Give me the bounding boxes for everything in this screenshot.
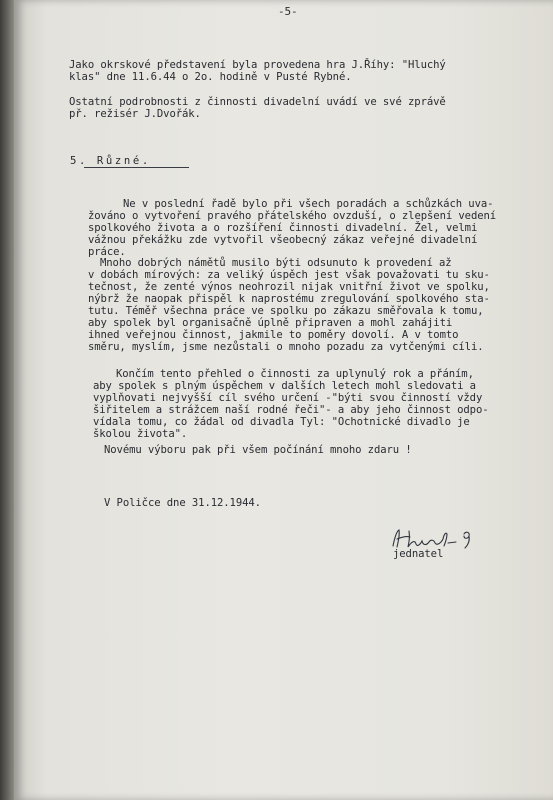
text-line: směru, myslím, jsme nezůstali o mnoho pozadu za vytčenými cíli. [88, 341, 484, 353]
page-number: -5- [278, 5, 298, 18]
signer-title: jednatel [393, 548, 444, 560]
section-heading: 5. Různé. [70, 155, 151, 167]
handwritten-signature [390, 528, 482, 550]
text-line: aby spolek s plným úspěchem v dalších letech mohl sledovati a [93, 380, 476, 392]
text-line: Ne v poslední řadě bylo při všech poradách a schůzkách uva- [123, 198, 494, 210]
place-and-date: V Poličce dne 31.12.1944. [104, 497, 261, 509]
text-line: tutu. Téměř všechna práce ve spolku po zákazu směřovala k tomu, [88, 305, 484, 317]
text-line: tečnost, že zenté výnos neohrozil nijak vnitřní život ve spolku, [88, 281, 490, 293]
text-line: Ostatní podrobnosti z činnosti divadelní uvádí ve své zprávě [69, 96, 446, 108]
text-line: Mnoho dobrých námětů musilo býti odsunuto k provedení až [100, 257, 452, 269]
text-line: Jako okrskové představení byla provedena hra J.Říhy: "Hluchý [69, 59, 446, 71]
text-line: vídala tomu, co žádal od divadla Tyl: "Ochotnické divadlo je [93, 416, 470, 428]
text-line: žováno o vytvoření pravého přátelského ovzduší, o zlepšení vedení [88, 210, 497, 222]
text-line: př. režisér J.Dvořák. [69, 108, 201, 120]
text-line: aby spolek byl organisačně úplně připraven a mohl zahájiti [88, 317, 453, 329]
text-line: Končím tento přehled o činnosti za uplynulý rok a přáním, [116, 368, 474, 380]
text-line: vyplňovati nejvyšší cíl svého určení -"býti svou činností vždy [93, 392, 483, 404]
text-line: klas" dne 11.6.44 o 2o. hodině v Pusté Rybné. [69, 71, 352, 83]
text-line: šiřitelem a strážcem naší rodné řeči"- a aby jeho činnost odpo- [93, 404, 489, 416]
text-line: vážnou překážku zde vytvořil všeobecný zákaz veřejné divadelní [88, 234, 478, 246]
text-line: spolkového života a o rozšíření činnosti divadelní. Žel, velmi [88, 222, 478, 234]
document-page [14, 0, 553, 800]
text-line: práce. [88, 246, 126, 258]
closing-wish: Novému výboru pak při všem počínání mnoho zdaru ! [104, 444, 412, 456]
text-line: školou života". [93, 428, 188, 440]
text-line: nýbrž že naopak přispěl k naprostému zregulování spolkového sta- [88, 293, 490, 305]
heading-underline [84, 167, 189, 168]
text-line: v dobách mírových: za veliký úspěch jest však považovati tu sku- [88, 269, 490, 281]
text-line: ihned veřejnou činnost, jakmile to poměry dovolí. A v tomto [88, 329, 459, 341]
book-binding-edge [0, 0, 14, 800]
